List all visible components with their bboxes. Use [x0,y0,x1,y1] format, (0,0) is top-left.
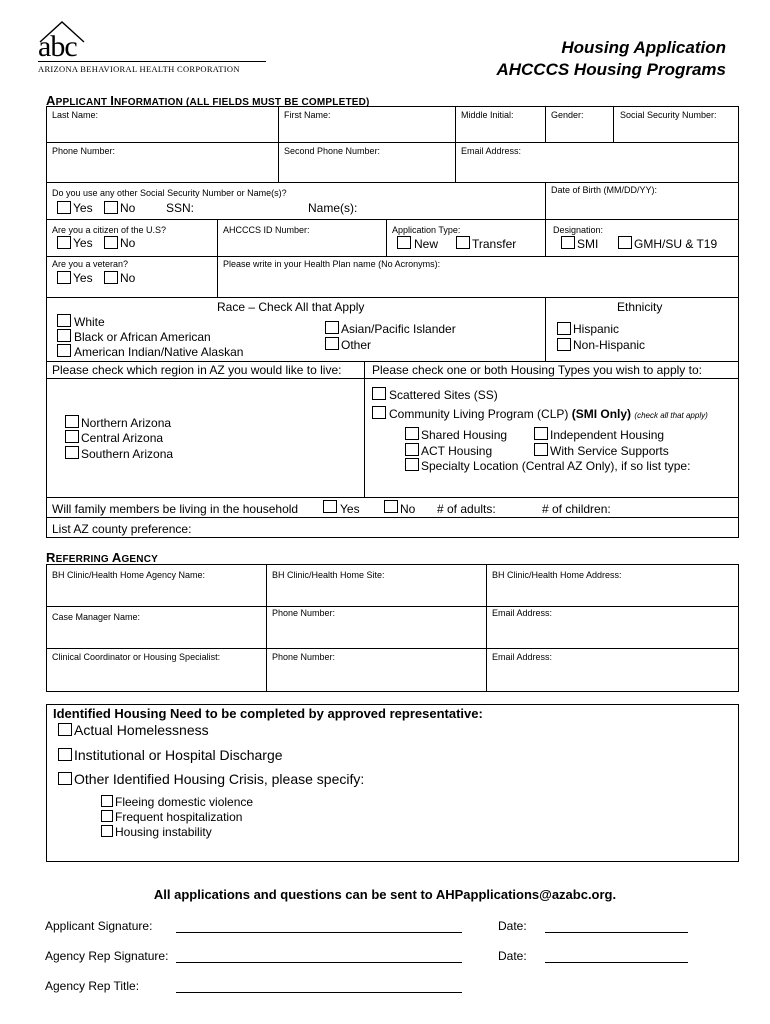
race-other-checkbox[interactable] [325,337,339,350]
row-divider [46,606,739,607]
agency-title-line[interactable] [176,992,462,993]
send-applications-note: All applications and questions can be sent to AHPapplications@azabc.org. [153,887,617,902]
citizen-yes-checkbox[interactable] [57,236,71,249]
coordinator-phone-label: Phone Number: [272,652,336,662]
race-black-checkbox[interactable] [57,329,71,342]
applicant-date-line[interactable] [545,932,688,933]
col-divider [613,106,614,142]
other-ssn-label: SSN: [166,201,195,215]
app-type-transfer-label: Transfer [472,237,517,251]
coordinator-email-label: Email Address: [492,652,553,662]
row-divider [46,378,739,379]
case-manager-phone-label: Phone Number: [272,608,336,618]
second-phone-label: Second Phone Number: [284,146,381,156]
other-crisis-checkbox[interactable] [58,772,72,785]
row-divider [46,648,739,649]
specialty-location-checkbox[interactable] [405,458,419,471]
applicant-signature-line[interactable] [176,932,462,933]
family-no-checkbox[interactable] [384,500,398,513]
family-question: Will family members be living in the household [52,502,299,516]
citizen-no-checkbox[interactable] [104,236,118,249]
col-divider [455,106,456,182]
adults-label: # of adults: [437,502,496,516]
institutional-discharge-label: Institutional or Hospital Discharge [74,747,283,763]
other-ssn-question: Do you use any other Social Security Number or Name(s)? [52,188,287,198]
with-service-supports-label: With Service Supports [550,444,669,458]
race-white-label: White [74,315,105,329]
designation-gmh-label: GMH/SU & T19 [634,237,718,251]
col-divider [217,219,218,297]
race-other-label: Other [341,338,372,352]
org-name: ARIZONA BEHAVIORAL HEALTH CORPORATION [38,64,240,74]
veteran-no-label: No [120,271,136,285]
designation-label: Designation: [553,225,604,235]
applicant-section-title: APPLICANT INFORMATION (ALL FIELDS MUST BE COMPLETED) [46,93,370,108]
app-type-transfer-checkbox[interactable] [456,236,470,249]
gender-label: Gender: [551,110,584,120]
designation-gmh-checkbox[interactable] [618,236,632,249]
region-central-label: Central Arizona [81,431,164,445]
county-preference-label: List AZ county preference: [52,522,192,536]
veteran-question: Are you a veteran? [52,259,129,269]
col-divider [266,564,267,692]
fleeing-violence-checkbox[interactable] [101,795,113,807]
veteran-no-checkbox[interactable] [104,271,118,284]
with-service-supports-checkbox[interactable] [534,443,548,456]
health-plan-label: Please write in your Health Plan name (No Acronyms): [223,259,441,269]
applicant-date-label: Date: [498,919,527,933]
logo-underline [38,61,266,62]
coordinator-label: Clinical Coordinator or Housing Specialist: [52,652,221,662]
other-ssn-yes-label: Yes [73,201,93,215]
form-subtitle: AHCCCS Housing Programs [496,60,726,79]
col-divider [545,297,546,361]
race-black-label: Black or African American [74,330,211,344]
citizen-question: Are you a citizen of the U.S? [52,225,167,235]
other-ssn-yes-checkbox[interactable] [57,201,71,214]
col-divider [486,564,487,692]
other-ssn-no-label: No [120,201,136,215]
region-southern-label: Southern Arizona [81,447,174,461]
logo-text: abc [38,30,77,63]
ethnicity-non-hispanic-checkbox[interactable] [557,338,571,351]
row-divider [46,361,739,362]
frequent-hospitalization-label: Frequent hospitalization [115,810,243,824]
email-label: Email Address: [461,146,522,156]
housing-need-title: Identified Housing Need to be completed by approved representative: [53,706,483,721]
dob-label: Date of Birth (MM/DD/YY): [551,185,658,195]
family-no-label: No [400,502,416,516]
region-northern-checkbox[interactable] [65,415,79,428]
ahcccs-id-label: AHCCCS ID Number: [223,225,310,235]
row-divider [46,142,739,143]
specialty-location-label: Specialty Location (Central AZ Only), if so list type: [421,459,691,473]
referring-section-title: REFERRING AGENCY [46,550,158,565]
independent-housing-label: Independent Housing [550,428,665,442]
independent-housing-checkbox[interactable] [534,427,548,440]
clp-label: Community Living Program (CLP) (SMI Only) (check all that apply) [389,407,708,421]
clp-checkbox[interactable] [372,406,386,419]
other-ssn-no-checkbox[interactable] [104,201,118,214]
housing-type-question: Please check one or both Housing Types you wish to apply to: [372,363,702,377]
housing-instability-label: Housing instability [115,825,212,839]
case-manager-email-label: Email Address: [492,608,553,618]
case-manager-label: Case Manager Name: [52,612,141,622]
institutional-discharge-checkbox[interactable] [58,748,72,761]
race-native-checkbox[interactable] [57,344,71,357]
first-name-label: First Name: [284,110,331,120]
col-divider [278,106,279,182]
ethnicity-hispanic-label: Hispanic [573,322,620,336]
race-native-label: American Indian/Native Alaskan [74,345,244,359]
last-name-label: Last Name: [52,110,99,120]
middle-initial-label: Middle Initial: [461,110,514,120]
col-divider [545,106,546,142]
race-white-checkbox[interactable] [57,314,71,327]
act-housing-label: ACT Housing [421,444,493,458]
homelessness-label: Actual Homelessness [74,722,209,738]
ssn-label: Social Security Number: [620,110,717,120]
race-title: Race – Check All that Apply [217,300,365,314]
homelessness-checkbox[interactable] [58,723,72,736]
agency-signature-line[interactable] [176,962,462,963]
designation-smi-label: SMI [577,237,599,251]
row-divider [46,256,739,257]
ethnicity-non-hispanic-label: Non-Hispanic [573,338,646,352]
ethnicity-title: Ethnicity [617,300,663,314]
application-type-label: Application Type: [392,225,461,235]
agency-title-label: Agency Rep Title: [45,979,140,993]
agency-site-label: BH Clinic/Health Home Site: [272,570,385,580]
other-names-label: Name(s): [308,201,358,215]
app-type-new-label: New [414,237,439,251]
race-asian-checkbox[interactable] [325,321,339,334]
referring-box [46,564,739,692]
race-asian-label: Asian/Pacific Islander [341,322,456,336]
children-label: # of children: [542,502,611,516]
region-northern-label: Northern Arizona [81,416,172,430]
designation-smi-checkbox[interactable] [561,236,575,249]
agency-address-label: BH Clinic/Health Home Address: [492,570,622,580]
frequent-hospitalization-checkbox[interactable] [101,810,113,822]
shared-housing-label: Shared Housing [421,428,508,442]
row-divider [46,497,739,498]
row-divider [46,297,739,298]
region-question: Please check which region in AZ you would like to live: [52,363,342,377]
applicant-signature-label: Applicant Signature: [45,919,153,933]
col-divider [386,219,387,256]
act-housing-checkbox[interactable] [405,443,419,456]
col-divider [364,361,365,497]
fleeing-violence-label: Fleeing domestic violence [115,795,254,809]
row-divider [46,517,739,518]
region-southern-checkbox[interactable] [65,446,79,459]
form-title: Housing Application [561,38,726,57]
agency-signature-label: Agency Rep Signature: [45,949,169,963]
agency-date-label: Date: [498,949,527,963]
app-type-new-checkbox[interactable] [397,236,411,249]
other-crisis-label: Other Identified Housing Crisis, please specify: [74,771,365,787]
family-yes-checkbox[interactable] [323,500,337,513]
veteran-yes-label: Yes [73,271,93,285]
col-divider [545,182,546,256]
phone-label: Phone Number: [52,146,116,156]
scattered-sites-checkbox[interactable] [372,387,386,400]
ethnicity-hispanic-checkbox[interactable] [557,322,571,335]
shared-housing-checkbox[interactable] [405,427,419,440]
housing-instability-checkbox[interactable] [101,825,113,837]
veteran-yes-checkbox[interactable] [57,271,71,284]
row-divider [46,219,739,220]
citizen-no-label: No [120,236,136,250]
scattered-sites-label: Scattered Sites (SS) [389,388,498,402]
row-divider [46,182,739,183]
region-central-checkbox[interactable] [65,430,79,443]
citizen-yes-label: Yes [73,236,93,250]
agency-name-label: BH Clinic/Health Home Agency Name: [52,570,206,580]
agency-date-line[interactable] [545,962,688,963]
family-yes-label: Yes [340,502,360,516]
